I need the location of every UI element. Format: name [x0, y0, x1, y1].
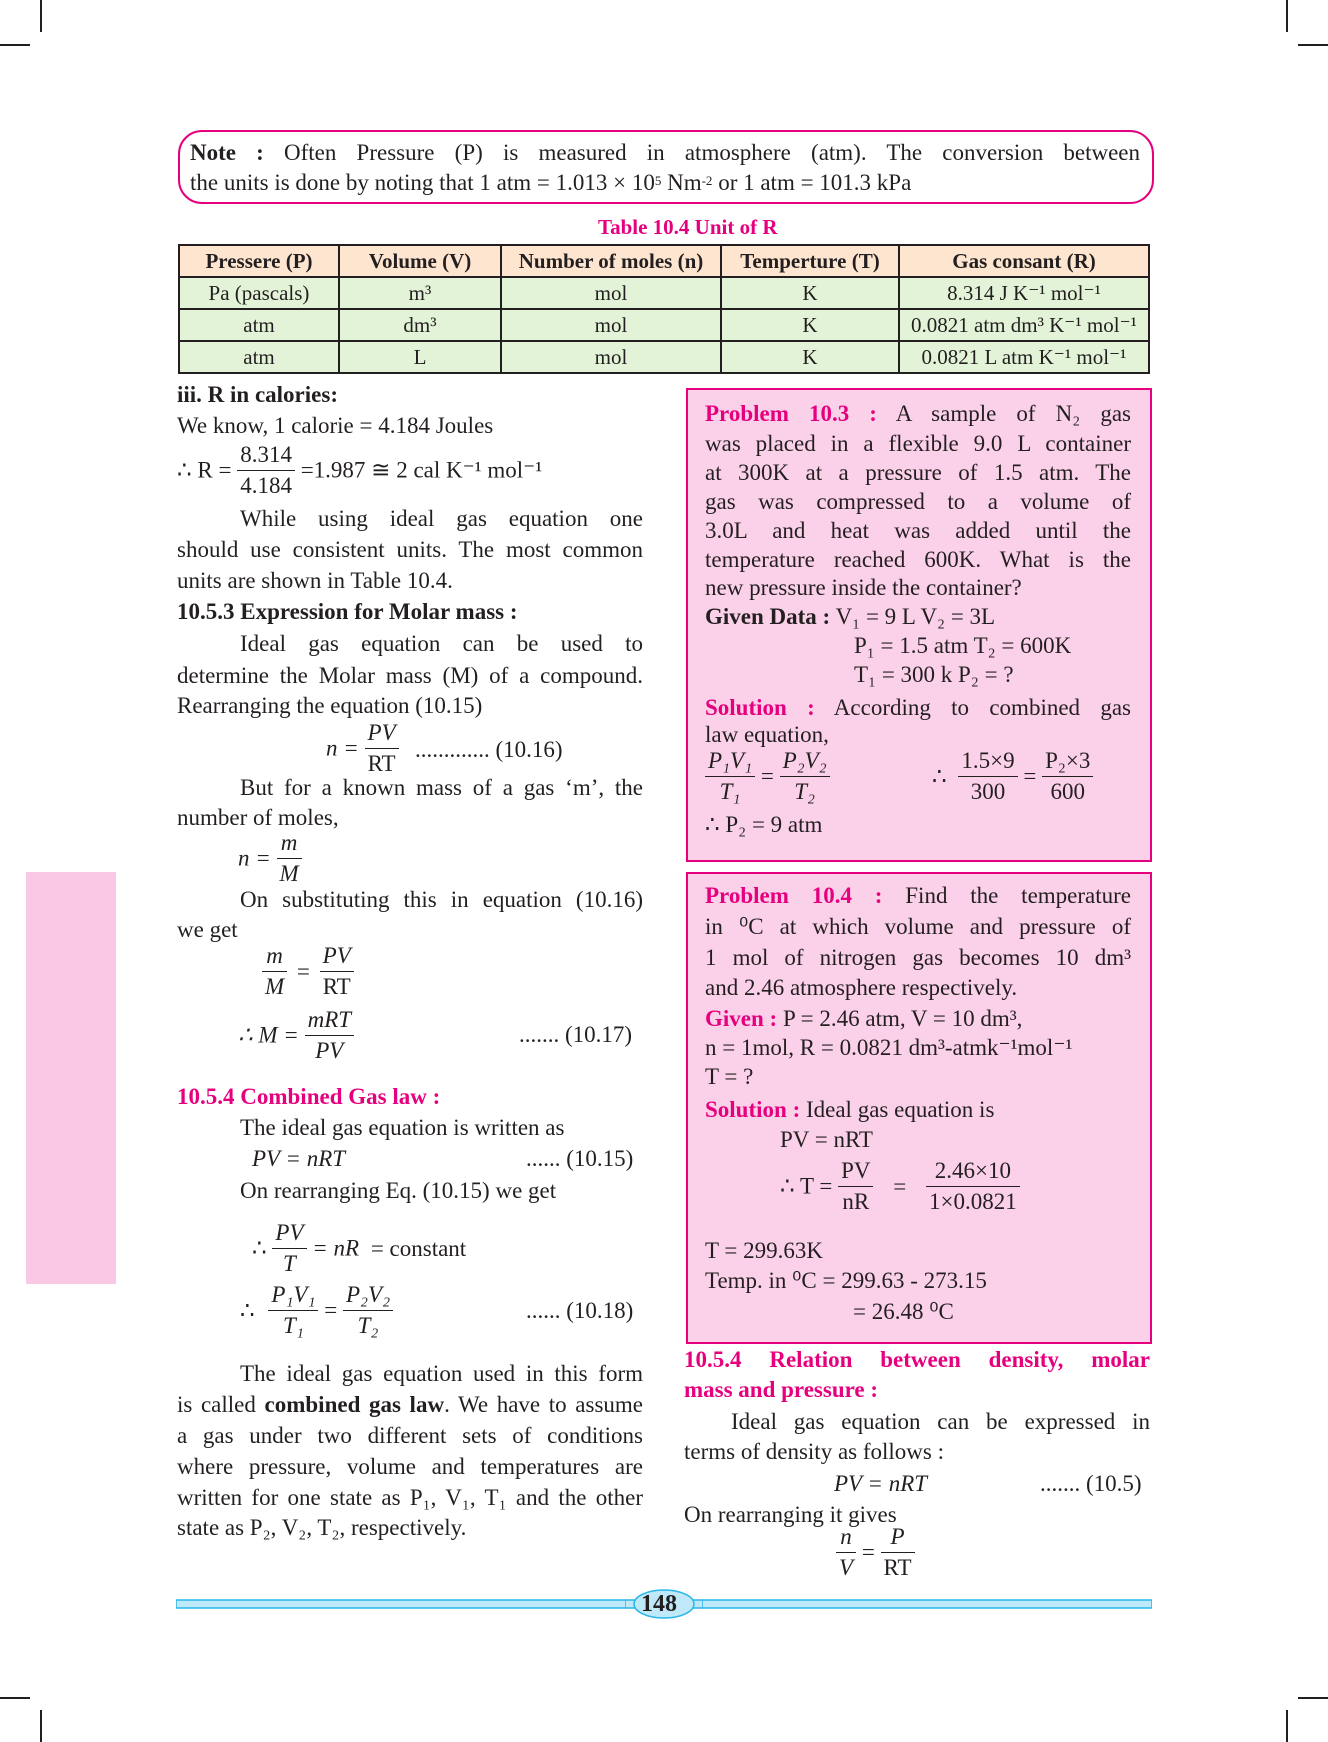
paragraph-line: While using ideal gas equation one [240, 506, 643, 531]
paragraph-line: number of moles, [177, 805, 339, 830]
eq-text: ∴ [240, 1297, 255, 1323]
fraction-numerator: PV [272, 1218, 306, 1249]
eq-equals: = [324, 1297, 338, 1323]
fraction-denominator: 4.184 [240, 473, 292, 498]
fraction-denominator: T₂ [357, 1313, 379, 1338]
fraction-denominator: 1×0.0821 [928, 1189, 1017, 1214]
table-row [179, 341, 1149, 373]
fraction-denominator: T₁ [719, 779, 741, 804]
paragraph-line: The ideal gas equation is written as [240, 1115, 565, 1140]
fraction [838, 1156, 873, 1217]
paragraph-line: Ideal gas equation can be expressed in [731, 1409, 1150, 1434]
table-cell: dm³ [339, 309, 501, 341]
equation-substituted [932, 746, 1093, 807]
section-heading: iii. R in calories: [177, 382, 338, 407]
paragraph-line: On rearranging Eq. (10.15) we get [240, 1178, 557, 1203]
fraction-numerator: PV [838, 1156, 873, 1187]
table-cell: L [339, 341, 501, 373]
equation: PV = nRT [780, 1127, 873, 1152]
table-header: Temperture (T) [721, 245, 899, 277]
eq-equals: = [1023, 763, 1037, 789]
note-text: Nm [661, 170, 702, 195]
fraction [305, 1005, 354, 1066]
eq-text: ∴ T = [780, 1173, 833, 1199]
table-caption: Table 10.4 Unit of R [598, 215, 778, 239]
fraction-numerator: m [277, 828, 302, 859]
solution-line [705, 692, 1131, 723]
fraction-numerator: n [836, 1522, 856, 1553]
equation-temperature [780, 1156, 1020, 1217]
equation-tag: ...... (10.18) [526, 1298, 634, 1323]
table-cell: mol [501, 309, 721, 341]
text: P = 2.46 atm, V = 10 dm³, [782, 1006, 1023, 1031]
table-cell: m³ [339, 277, 501, 309]
table-cell: K [721, 309, 899, 341]
note-text: or 1 atm = 101.3 kPa [712, 170, 912, 195]
fraction-denominator: PV [315, 1038, 344, 1063]
eq-text: n = [238, 845, 271, 871]
result-line: = 26.48 ⁰C [853, 1299, 954, 1324]
equation-10-17 [238, 1005, 354, 1066]
crop-mark [1298, 1697, 1328, 1699]
crop-mark [40, 0, 42, 32]
note-sup: -2 [701, 173, 713, 188]
fraction-denominator: T₁ [283, 1313, 304, 1338]
fraction-numerator: PV [320, 941, 354, 972]
fraction-numerator: P₂V₂ [780, 746, 830, 777]
paragraph-line: Ideal gas equation can be used to [240, 631, 643, 656]
fraction [958, 746, 1017, 807]
fraction-denominator: T [283, 1251, 296, 1276]
given-line: T₁ = 300 k P₂ = ? [854, 662, 1014, 687]
fraction [262, 941, 287, 1002]
given-label: Given : [705, 1006, 778, 1031]
table-cell: mol [501, 277, 721, 309]
crop-mark [1286, 1710, 1288, 1742]
table-cell: 0.0821 L atm K⁻¹ mol⁻¹ [899, 341, 1149, 373]
problem-10-3-box [686, 388, 1152, 862]
fraction-numerator: P₁V₁ [268, 1280, 318, 1311]
result-line: ∴ P₂ = 9 atm [705, 812, 823, 837]
eq-equals: = [861, 1539, 875, 1565]
fraction-numerator: mRT [305, 1005, 354, 1036]
table-cell: K [721, 341, 899, 373]
paragraph-line: a gas under two different sets of conditions [177, 1423, 643, 1448]
paragraph-line: The ideal gas equation used in this form [240, 1361, 643, 1386]
problem-line: 1 mol of nitrogen gas becomes 10 dm³ [705, 945, 1131, 970]
fraction-numerator: P [881, 1522, 915, 1553]
table-cell: 0.0821 atm dm³ K⁻¹ mol⁻¹ [899, 309, 1149, 341]
eq-text: =1.987 ≅ 2 cal K⁻¹ mol⁻¹ [300, 457, 543, 483]
eq-text: = nR [312, 1235, 360, 1261]
fraction-numerator: P₂V₂ [343, 1280, 393, 1311]
fraction-denominator: 300 [970, 779, 1006, 804]
crop-mark [1286, 0, 1288, 32]
table-header: Pressere (P) [179, 245, 339, 277]
equation-tag: ...... (10.15) [526, 1146, 634, 1171]
text: . We have to assume [444, 1392, 643, 1417]
fraction [836, 1522, 856, 1583]
note-label: Note : [190, 140, 264, 165]
equation-n-m [238, 828, 302, 889]
fraction-denominator: nR [842, 1189, 870, 1214]
equation-constant [252, 1218, 466, 1279]
fraction-denominator: RT [367, 751, 396, 776]
table-row [179, 277, 1149, 309]
equation-combined [705, 746, 830, 807]
equation-m-over-m [262, 941, 354, 1002]
paragraph-line: units are shown in Table 10.4. [177, 568, 453, 593]
equation-r-calories [177, 440, 542, 501]
table-cell: 8.314 J K⁻¹ mol⁻¹ [899, 277, 1149, 309]
text: Ideal gas equation is [805, 1097, 995, 1122]
problem-line: 3.0L and heat was added until the [705, 518, 1131, 543]
solution-label: Solution : [705, 1097, 801, 1122]
equation-tag: ............. (10.16) [415, 737, 563, 762]
text: According to combined gas [833, 695, 1131, 720]
eq-text: ∴ M = [238, 1022, 299, 1048]
fraction-numerator: 1.5×9 [958, 746, 1017, 777]
fraction-denominator: M [279, 861, 299, 886]
text: is called [177, 1392, 265, 1417]
side-tab [26, 872, 116, 1284]
problem-line [705, 880, 1131, 911]
problem-label: Problem 10.3 : [705, 401, 877, 426]
equation-10-5: PV = nRT [834, 1471, 928, 1496]
crop-mark [0, 44, 30, 46]
eq-text: n = [326, 735, 359, 761]
paragraph-line: But for a known mass of a gas ‘m’, the [240, 775, 643, 800]
problem-label: Problem 10.4 : [705, 883, 883, 908]
fraction [780, 746, 830, 807]
paragraph-line [177, 1389, 643, 1420]
given-line: P₁ = 1.5 atm T₂ = 600K [854, 633, 1072, 658]
given-line [705, 1004, 1022, 1034]
note-text: the units is done by noting that 1 atm = 1.013 × 10 [190, 170, 655, 195]
fraction-denominator: RT [883, 1555, 912, 1580]
section-heading: 10.5.3 Expression for Molar mass : [177, 599, 518, 624]
fraction [277, 828, 302, 889]
section-heading: 10.5.4 Relation between density, molar [684, 1347, 1150, 1372]
eq-text: ∴ [932, 763, 947, 789]
table-cell: atm [179, 341, 339, 373]
crop-mark [1298, 44, 1328, 46]
fraction-denominator: V [839, 1555, 854, 1580]
fraction [705, 746, 755, 807]
eq-equals: = [760, 763, 774, 789]
solution-label: Solution : [705, 695, 815, 720]
equation-10-16 [326, 718, 399, 779]
fraction-denominator: T₂ [794, 779, 816, 804]
problem-line: new pressure inside the container? [705, 575, 1022, 600]
table-header-row [179, 245, 1149, 277]
fraction-numerator: PV [365, 718, 399, 749]
result-line: Temp. in ⁰C = 299.63 - 273.15 [705, 1268, 987, 1293]
equation-n-over-v [836, 1522, 915, 1583]
text: Find the temperature [905, 883, 1131, 908]
fraction [881, 1522, 915, 1583]
section-heading: mass and pressure : [684, 1377, 879, 1402]
bold-term: combined gas law [264, 1392, 445, 1417]
given-line [705, 602, 995, 632]
table-header: Number of moles (n) [501, 245, 721, 277]
problem-line [705, 398, 1131, 429]
fraction [268, 1280, 318, 1341]
paragraph-line: state as P₂, V₂, T₂, respectively. [177, 1515, 467, 1540]
note-box [178, 130, 1154, 204]
page-number: 148 [641, 1591, 677, 1617]
text: V₁ = 9 L V₂ = 3L [835, 604, 996, 629]
note-line-1 [190, 137, 1140, 168]
paragraph-line: On substituting this in equation (10.16) [240, 887, 643, 912]
paragraph-line: terms of density as follows : [684, 1439, 944, 1464]
table-cell: mol [501, 341, 721, 373]
units-table [178, 244, 1150, 374]
given-line: n = 1mol, R = 0.0821 dm³-atmk⁻¹mol⁻¹ [705, 1035, 1073, 1060]
equation-10-18 [240, 1280, 393, 1341]
fraction-numerator: 2.46×10 [926, 1156, 1020, 1187]
note-text: Often Pressure (P) is measured in atmosphere (atm). The conversion between [284, 140, 1141, 165]
table-cell: Pa (pascals) [179, 277, 339, 309]
fraction [926, 1156, 1020, 1217]
eq-text: = [893, 1173, 907, 1199]
solution-line [705, 1095, 994, 1125]
fraction [343, 1280, 393, 1341]
problem-line: and 2.46 atmosphere respectively. [705, 975, 1018, 1000]
problem-line: temperature reached 600K. What is the [705, 547, 1131, 572]
solution-line: law equation, [705, 722, 829, 747]
problem-line: in ⁰C at which volume and pressure of [705, 914, 1131, 939]
problem-line: was placed in a flexible 9.0 L container [705, 431, 1131, 456]
eq-text: ∴ [252, 1235, 267, 1261]
note-sup: 5 [654, 173, 662, 188]
fraction [365, 718, 399, 779]
fraction [272, 1218, 306, 1279]
eq-text: = constant [370, 1235, 467, 1261]
fraction [1042, 746, 1093, 807]
result-line: T = 299.63K [705, 1238, 823, 1263]
fraction-denominator: M [265, 974, 285, 999]
paragraph-line: we get [177, 917, 238, 942]
fraction-numerator: m [262, 941, 287, 972]
fraction-denominator: RT [322, 974, 351, 999]
equation-tag: ....... (10.17) [519, 1022, 633, 1047]
fraction [320, 941, 354, 1002]
table-cell: K [721, 277, 899, 309]
section-heading: 10.5.4 Combined Gas law : [177, 1084, 441, 1109]
paragraph-line: On rearranging it gives [684, 1502, 897, 1527]
problem-line: at 300K at a pressure of 1.5 atm. The [705, 460, 1131, 485]
fraction-numerator: P₂×3 [1042, 746, 1093, 777]
paragraph-line: written for one state as P₁, V₁, T₁ and the other [177, 1485, 643, 1510]
equation-tag: ....... (10.5) [1040, 1471, 1142, 1496]
fraction [237, 440, 295, 501]
table-cell: atm [179, 309, 339, 341]
paragraph-line: determine the Molar mass (M) of a compound. [177, 663, 643, 688]
given-label: Given Data : [705, 604, 831, 629]
table-header: Gas consant (R) [899, 245, 1149, 277]
text: A sample of N₂ gas [895, 401, 1131, 426]
paragraph-line: where pressure, volume and temperatures are [177, 1454, 643, 1479]
problem-10-4-box [686, 872, 1152, 1344]
paragraph-line: Rearranging the equation (10.15) [177, 693, 483, 718]
fraction-numerator: 8.314 [237, 440, 295, 471]
crop-mark [40, 1710, 42, 1742]
eq-text: ∴ R = [177, 457, 232, 483]
eq-text: = [296, 958, 310, 984]
fraction-denominator: 600 [1050, 779, 1085, 804]
table-header: Volume (V) [339, 245, 501, 277]
note-line-2 [190, 168, 911, 198]
equation-10-15: PV = nRT [252, 1146, 346, 1171]
given-line: T = ? [705, 1064, 754, 1089]
crop-mark [0, 1697, 30, 1699]
paragraph-line: should use consistent units. The most common [177, 537, 643, 562]
problem-line: gas was compressed to a volume of [705, 489, 1131, 514]
fraction-numerator: P₁V₁ [705, 746, 755, 777]
text-line: We know, 1 calorie = 4.184 Joules [177, 413, 494, 438]
table-row [179, 309, 1149, 341]
